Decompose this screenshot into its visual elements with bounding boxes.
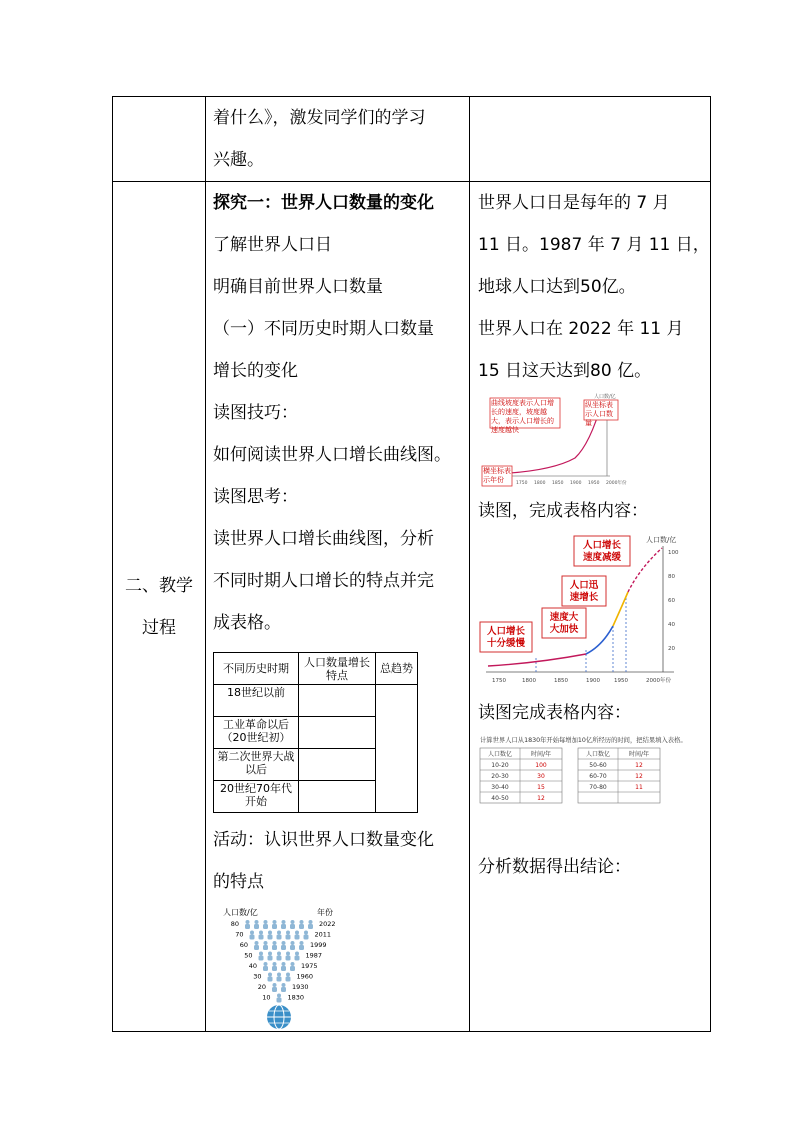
activity-line: 明确目前世界人口数量 bbox=[213, 277, 383, 297]
globe-icon bbox=[267, 1005, 291, 1029]
person-head-icon bbox=[264, 941, 268, 945]
figure1-x-tick: 1900 bbox=[570, 481, 582, 486]
stage-label-text: 速度减缓 bbox=[582, 552, 622, 563]
conclusion-prompt: 分析数据得出结论： bbox=[478, 857, 631, 877]
continuation-text-cell bbox=[206, 97, 470, 182]
empty-notes-cell bbox=[470, 97, 711, 182]
figure1-x-tick: 1950 bbox=[588, 481, 600, 486]
growth-interval-table-figure bbox=[478, 734, 693, 814]
person-head-icon bbox=[309, 920, 313, 924]
pyramid-left-label: 人口数/亿 bbox=[223, 908, 258, 917]
table-blank-cell[interactable] bbox=[299, 749, 376, 781]
chart-x-tick: 1900 bbox=[586, 678, 600, 684]
person-head-icon bbox=[255, 920, 259, 924]
growth-table bbox=[213, 652, 418, 813]
person-head-icon bbox=[273, 962, 277, 966]
person-body-icon bbox=[304, 935, 309, 940]
person-body-icon bbox=[290, 945, 295, 950]
pyramid-right-label: 年份 bbox=[317, 908, 333, 917]
read-prompt: 读图，完成表格内容： bbox=[478, 501, 648, 521]
slope-callout: 曲线坡度表示人口增长的速度，坡度越大，表示人口增长的速度越快 bbox=[491, 399, 554, 434]
section-label-line-1: 二、教学 bbox=[125, 575, 193, 596]
person-body-icon bbox=[268, 956, 273, 961]
table-trend-blank[interactable] bbox=[376, 685, 418, 813]
table-row-label: 工业革命以后（20世纪初） bbox=[214, 717, 299, 749]
table-blank-cell[interactable] bbox=[299, 717, 376, 749]
pyramid-pop-label: 80 bbox=[230, 920, 239, 928]
stage-label-text: 人口增长 bbox=[486, 626, 526, 637]
person-body-icon bbox=[263, 924, 268, 929]
person-body-icon bbox=[268, 977, 273, 982]
chart-y-tick: 80 bbox=[668, 574, 675, 580]
interval-table-header: 人口数亿 bbox=[487, 751, 513, 758]
continuation-line-2: 兴趣。 bbox=[213, 150, 264, 170]
activity-line: 增长的变化 bbox=[213, 361, 298, 381]
person-head-icon bbox=[259, 931, 263, 935]
person-body-icon bbox=[277, 956, 282, 961]
pyramid-pop-label: 20 bbox=[257, 983, 266, 991]
person-body-icon bbox=[263, 966, 268, 971]
figure1-x-tick: 1750 bbox=[516, 481, 528, 486]
reading-skills-figure bbox=[480, 392, 627, 488]
chart-y-tick: 60 bbox=[668, 598, 675, 604]
person-head-icon bbox=[246, 920, 250, 924]
table-header: 总趋势 bbox=[376, 653, 418, 685]
person-head-icon bbox=[277, 994, 281, 998]
person-body-icon bbox=[299, 924, 304, 929]
person-body-icon bbox=[281, 987, 286, 992]
person-body-icon bbox=[290, 924, 295, 929]
interval-years: 15 bbox=[537, 784, 545, 791]
note-line: 11 日。1987 年 7 月 11 日， bbox=[478, 235, 710, 255]
population-growth-chart bbox=[478, 532, 688, 688]
activity-line: 了解世界人口日 bbox=[213, 235, 332, 255]
table-header: 不同历史时期 bbox=[214, 653, 299, 685]
x-axis-callout: 横坐标表示年份 bbox=[483, 467, 511, 484]
person-body-icon bbox=[299, 945, 304, 950]
activity-line: 读世界人口增长曲线图，分析 bbox=[213, 529, 434, 549]
person-head-icon bbox=[268, 931, 272, 935]
person-body-icon bbox=[259, 935, 264, 940]
interval-table-header: 时间/年 bbox=[530, 751, 552, 758]
person-head-icon bbox=[264, 920, 268, 924]
person-head-icon bbox=[295, 931, 299, 935]
person-head-icon bbox=[273, 941, 277, 945]
person-head-icon bbox=[282, 941, 286, 945]
table-row-label: 20世纪70年代开始 bbox=[214, 781, 299, 813]
person-head-icon bbox=[264, 962, 268, 966]
person-body-icon bbox=[281, 945, 286, 950]
person-head-icon bbox=[300, 920, 304, 924]
chart-x-tick: 2000年份 bbox=[646, 678, 671, 684]
person-body-icon bbox=[295, 956, 300, 961]
interval-range: 70-80 bbox=[589, 784, 607, 791]
interval-table-header: 人口数亿 bbox=[585, 751, 611, 758]
figure1-y-label: 人口数/亿 bbox=[594, 394, 616, 400]
person-body-icon bbox=[295, 935, 300, 940]
activity-line: 读图思考： bbox=[213, 487, 298, 507]
person-head-icon bbox=[291, 941, 295, 945]
note-line: 地球人口达到50亿。 bbox=[478, 277, 636, 297]
person-head-icon bbox=[273, 983, 277, 987]
interval-table-header: 时间/年 bbox=[628, 751, 650, 758]
person-body-icon bbox=[281, 966, 286, 971]
interval-range: 50-60 bbox=[589, 762, 607, 769]
note-line: 15 日这天达到80 亿。 bbox=[478, 361, 652, 381]
interval-range: 20-30 bbox=[491, 773, 509, 780]
pyramid-year-label: 1960 bbox=[296, 972, 314, 981]
section-label-cell bbox=[113, 182, 206, 1032]
continuation-line-1: 着什么》，激发同学们的学习 bbox=[213, 108, 426, 128]
stage-label-text: 人口迅 bbox=[569, 580, 599, 591]
figure1-x-tick: 2000年份 bbox=[606, 481, 627, 486]
person-body-icon bbox=[281, 924, 286, 929]
person-body-icon bbox=[290, 966, 295, 971]
figure1-x-tick: 1800 bbox=[534, 481, 546, 486]
activity-line: 成表格。 bbox=[213, 613, 281, 633]
person-head-icon bbox=[259, 952, 263, 956]
person-body-icon bbox=[277, 998, 282, 1003]
person-body-icon bbox=[259, 956, 264, 961]
interval-range: 40-50 bbox=[491, 795, 509, 802]
person-body-icon bbox=[254, 945, 259, 950]
person-head-icon bbox=[291, 962, 295, 966]
person-head-icon bbox=[268, 973, 272, 977]
table-row-label: 第二次世界大战以后 bbox=[214, 749, 299, 781]
person-head-icon bbox=[282, 962, 286, 966]
chart-x-tick: 1850 bbox=[554, 678, 568, 684]
person-body-icon bbox=[277, 977, 282, 982]
person-head-icon bbox=[295, 952, 299, 956]
pyramid-year-label: 1987 bbox=[305, 951, 323, 960]
pyramid-pop-label: 50 bbox=[244, 951, 253, 960]
pyramid-year-label: 1930 bbox=[292, 983, 309, 991]
pyramid-year-label: 2011 bbox=[314, 930, 332, 939]
person-head-icon bbox=[286, 973, 290, 977]
activity-heading: 探究一：世界人口数量的变化 bbox=[213, 193, 434, 213]
population-pyramid-figure bbox=[213, 905, 353, 1031]
activity2-line: 活动：认识世界人口数量变化 bbox=[213, 830, 434, 850]
person-head-icon bbox=[273, 920, 277, 924]
read-prompt-2: 读图完成表格内容： bbox=[478, 703, 631, 723]
continuation-row bbox=[113, 97, 711, 182]
activity-line: （一）不同历史时期人口数量 bbox=[213, 319, 434, 339]
note-line: 世界人口在 2022 年 11 月 bbox=[478, 319, 684, 339]
chart-y-tick: 100 bbox=[668, 550, 679, 556]
table-blank-cell[interactable] bbox=[299, 685, 376, 717]
pyramid-pop-label: 40 bbox=[248, 962, 257, 970]
chart-y-label: 人口数/亿 bbox=[646, 536, 677, 544]
person-head-icon bbox=[291, 920, 295, 924]
interval-years: 30 bbox=[537, 773, 545, 780]
notes-cell bbox=[470, 182, 711, 1032]
pyramid-pop-label: 10 bbox=[262, 993, 271, 1002]
y-axis-callout: 纵坐标表示人口数量 bbox=[585, 401, 613, 427]
person-body-icon bbox=[286, 956, 291, 961]
person-head-icon bbox=[304, 931, 308, 935]
interval-years: 11 bbox=[635, 784, 643, 791]
person-body-icon bbox=[272, 987, 277, 992]
person-head-icon bbox=[277, 952, 281, 956]
interval-years: 12 bbox=[635, 773, 643, 780]
person-body-icon bbox=[254, 924, 259, 929]
stage-label-text: 十分缓慢 bbox=[486, 638, 526, 649]
section-label-line-2: 过程 bbox=[142, 617, 176, 638]
person-head-icon bbox=[277, 973, 281, 977]
person-head-icon bbox=[282, 920, 286, 924]
person-body-icon bbox=[263, 945, 268, 950]
person-head-icon bbox=[255, 941, 259, 945]
activity-line: 不同时期人口增长的特点并完 bbox=[213, 571, 434, 591]
pyramid-year-label: 1975 bbox=[301, 962, 318, 970]
person-body-icon bbox=[245, 924, 250, 929]
figure1-x-tick: 1850 bbox=[552, 481, 564, 486]
interval-range: 60-70 bbox=[589, 773, 607, 780]
interval-range: 10-20 bbox=[491, 762, 509, 769]
chart-y-tick: 40 bbox=[668, 622, 675, 628]
activity-line: 读图技巧： bbox=[213, 403, 298, 423]
person-body-icon bbox=[286, 977, 291, 982]
pyramid-pop-label: 70 bbox=[235, 930, 244, 939]
person-head-icon bbox=[250, 931, 254, 935]
person-body-icon bbox=[308, 924, 313, 929]
person-body-icon bbox=[250, 935, 255, 940]
interval-years: 12 bbox=[635, 762, 643, 769]
person-body-icon bbox=[272, 924, 277, 929]
interval-years: 12 bbox=[537, 795, 545, 802]
person-head-icon bbox=[282, 983, 286, 987]
person-head-icon bbox=[286, 931, 290, 935]
table-row-label: 18世纪以前 bbox=[214, 685, 299, 717]
chart-x-tick: 1950 bbox=[614, 678, 628, 684]
table-blank-cell[interactable] bbox=[299, 781, 376, 813]
person-head-icon bbox=[286, 952, 290, 956]
stage-label-text: 大加快 bbox=[549, 624, 579, 635]
stage-label-text: 人口增长 bbox=[582, 540, 622, 551]
note-line: 世界人口日是每年的 7 月 bbox=[478, 193, 670, 213]
interval-table-title: 计算世界人口从1830年开始每增加10亿所经历的时间，把结果填入表格。 bbox=[480, 737, 687, 744]
person-head-icon bbox=[300, 941, 304, 945]
chart-x-tick: 1750 bbox=[492, 678, 506, 684]
chart-y-tick: 20 bbox=[668, 646, 675, 652]
person-body-icon bbox=[272, 945, 277, 950]
teaching-process-row bbox=[113, 182, 711, 1032]
pyramid-year-label: 2022 bbox=[319, 920, 336, 928]
chart-x-tick: 1800 bbox=[522, 678, 536, 684]
activity2-line: 的特点 bbox=[213, 872, 264, 892]
interval-years: 100 bbox=[535, 762, 547, 769]
person-body-icon bbox=[272, 966, 277, 971]
pyramid-pop-label: 30 bbox=[253, 972, 262, 981]
lesson-plan-table bbox=[112, 96, 711, 1032]
pyramid-pop-label: 60 bbox=[239, 941, 248, 949]
stage-label-text: 速度大 bbox=[549, 612, 579, 623]
person-head-icon bbox=[277, 931, 281, 935]
stage-label-text: 速增长 bbox=[569, 592, 599, 603]
pyramid-year-label: 1830 bbox=[287, 993, 305, 1002]
person-body-icon bbox=[277, 935, 282, 940]
table-header: 人口数量增长特点 bbox=[299, 653, 376, 685]
person-body-icon bbox=[286, 935, 291, 940]
person-body-icon bbox=[268, 935, 273, 940]
empty-label-cell bbox=[113, 97, 206, 182]
activity-cell bbox=[206, 182, 470, 1032]
person-head-icon bbox=[268, 952, 272, 956]
activity-line: 如何阅读世界人口增长曲线图。 bbox=[213, 445, 451, 465]
interval-range: 30-40 bbox=[491, 784, 509, 791]
pyramid-year-label: 1999 bbox=[310, 941, 327, 949]
